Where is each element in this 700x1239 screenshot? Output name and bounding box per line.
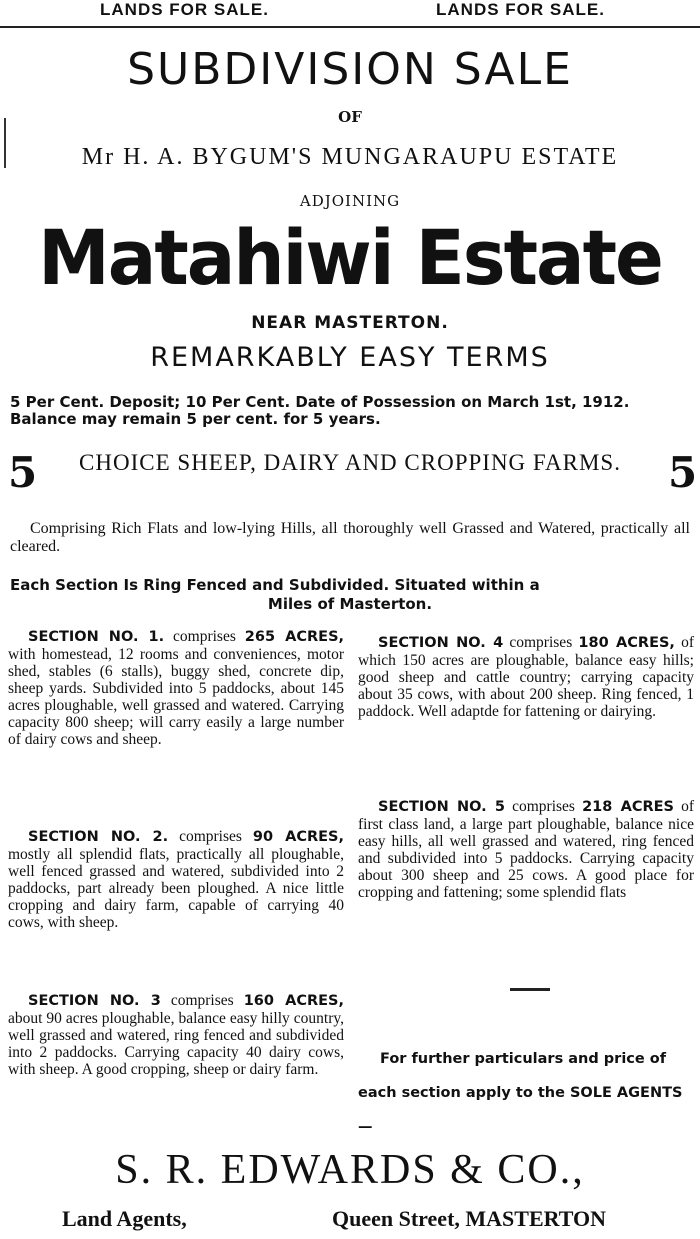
section-heading: SECTION NO. 1. (28, 629, 165, 645)
terms-text: 5 Per Cent. Deposit; 10 Per Cent. Date of Possession on March 1st, 1912. Balance may remain 5 per cent. for 5 years. (10, 393, 630, 428)
section-text: mostly all splendid flats, practically all ploughable, well fenced grassed and watered, subdivided into 2 paddocks, part already been ploughed. A nice little cropping and dairy farm, capable of carrying 40 cows, with sheep. (8, 846, 344, 931)
section-verb: comprises (179, 828, 242, 845)
section-acres: 180 ACRES, (578, 635, 675, 651)
section-3 (8, 992, 344, 1078)
section-text: about 90 acres ploughable, balance easy hilly country, well grassed and watered, ring fenced and subdivided into 2 paddocks. Carrying capacity 40 dairy cows, with sheep. A good cropping, sheep or dairy farm. (8, 1010, 344, 1078)
agents-name: S. R. EDWARDS & CO., (115, 1147, 585, 1193)
ring-fenced-line2: Miles of Masterton. (267, 595, 433, 613)
section-verb: comprises (512, 798, 575, 815)
farms-heading: CHOICE SHEEP, DAIRY AND CROPPING FARMS. (79, 450, 621, 475)
comprising-text: Comprising Rich Flats and low-lying Hills, all thoroughly well Grassed and Watered, practically all cleared. (10, 520, 690, 555)
section-verb: comprises (170, 992, 234, 1009)
section-heading: SECTION NO. 2. (28, 829, 169, 845)
section-4 (358, 634, 694, 720)
ring-fenced-line1: Each Section Is Ring Fenced and Subdivided. Situated within a (10, 576, 540, 594)
main-title: SUBDIVISION SALE (127, 44, 573, 95)
section-1 (8, 628, 344, 748)
section-verb: comprises (173, 628, 236, 645)
agents-address: Queen Street, MASTERTON (332, 1206, 607, 1231)
farm-count-left: 5 (8, 448, 38, 497)
top-rule (0, 26, 700, 28)
ring-fenced-note (10, 576, 690, 614)
section-text: of which 150 acres are ploughable, balance easy hills; good sheep and cattle country; carrying capacity about 35 cows, with about 200 sheep. Ring fenced, 1 paddock. Well adaptde for fattening or dairying. (358, 634, 695, 720)
header-right: LANDS FOR SALE. (436, 0, 605, 19)
section-verb: comprises (509, 634, 573, 651)
easy-terms-heading: REMARKABLY EASY TERMS (150, 342, 550, 373)
adjoining-label: ADJOINING (299, 192, 401, 210)
section-heading: SECTION NO. 5 (378, 799, 506, 815)
owner-line: Mr H. A. BYGUM'S MUNGARAUPU ESTATE (81, 144, 619, 170)
section-2 (8, 828, 344, 931)
header-left: LANDS FOR SALE. (100, 0, 269, 19)
further-particulars: For further particulars and price of each section apply to the SOLE AGENTS— (358, 1051, 683, 1135)
of-label: OF (338, 108, 362, 126)
near-location: NEAR MASTERTON. (251, 313, 449, 333)
estate-title: Matahiwi Estate (38, 213, 662, 303)
section-text: with homestead, 12 rooms and conveniences, motor shed, stables (6 stalls), buggy shed, concrete dip, sheep yards. Subdivided into 5 paddocks, about 145 acres ploughable, well grassed and watered. Carrying capacity 800 sheep; will carry easily a large number of dairy cows and sheep. (8, 646, 344, 748)
section-heading: SECTION NO. 3 (28, 993, 161, 1009)
section-acres: 160 ACRES, (243, 993, 345, 1009)
section-acres: 265 ACRES, (244, 629, 345, 645)
section-acres: 90 ACRES, (252, 829, 345, 845)
section-text: of first class land, a large part ploughable, balance nice easy hills, all well grassed and watered, ring fenced and subdivided into 5 paddocks. Carrying capacity about 300 sheep and 25 cows. A good place for cropping and fattening; some splendid flats (358, 798, 694, 901)
farm-count-right: 5 (668, 448, 698, 497)
section-5 (358, 798, 694, 901)
section-divider (510, 988, 550, 991)
section-heading: SECTION NO. 4 (378, 635, 504, 651)
section-acres: 218 ACRES (582, 799, 674, 815)
agents-type: Land Agents, (62, 1206, 187, 1231)
